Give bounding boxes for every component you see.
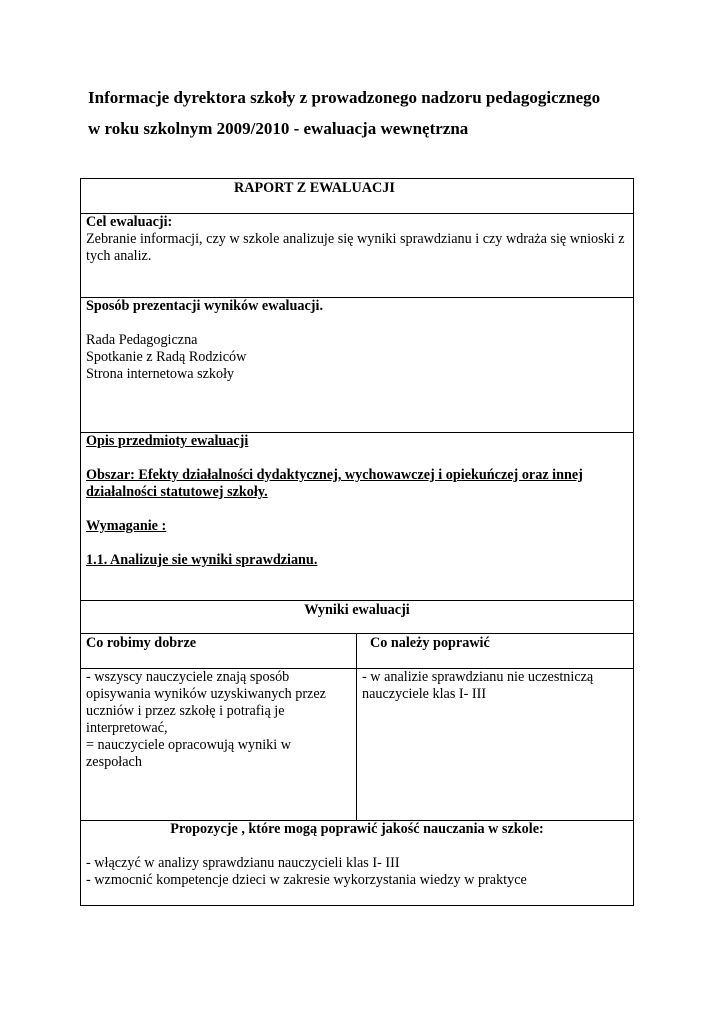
good-line: zespołach <box>86 754 142 770</box>
good-line: = nauczyciele opracowują wyniki w <box>86 737 291 753</box>
proposals-cell <box>81 821 634 906</box>
requirement-text: 1.1. Analizuje sie wyniki sprawdzianu. <box>86 552 318 568</box>
evaluation-area: Obszar: Efekty działalności dydaktycznej, wychowawczej i opiekuńczej oraz innej działalności statutowej szkoły. <box>86 467 583 500</box>
good-header-cell <box>81 634 357 669</box>
proposal-item: - wzmocnić kompetencje dzieci w zakresie wykorzystania wiedzy w praktyce <box>86 872 527 888</box>
good-cell <box>81 669 357 821</box>
good-line: opisywania wyników uzyskiwanych przez <box>86 686 326 702</box>
improve-header: Co należy poprawić <box>370 635 490 651</box>
evaluation-report-table <box>80 178 634 906</box>
report-title: RAPORT Z EWALUACJI <box>234 180 395 196</box>
presentation-item: Spotkanie z Radą Rodziców <box>86 349 247 365</box>
goal-cell <box>81 214 634 298</box>
good-header: Co robimy dobrze <box>86 635 197 651</box>
report-title-cell <box>81 179 634 214</box>
document-title-line-1: Informacje dyrektora szkoły z prowadzonego nadzoru pedagogicznego <box>88 88 601 107</box>
good-line: uczniów i przez szkołę i potrafią je <box>86 703 285 719</box>
subject-cell <box>81 433 634 601</box>
presentation-item: Strona internetowa szkoły <box>86 366 235 382</box>
subject-label: Opis przedmioty ewaluacji <box>86 433 249 449</box>
good-line: interpretować, <box>86 720 168 736</box>
improve-line: nauczyciele klas I- III <box>362 686 487 702</box>
proposals-title: Propozycje , które mogą poprawić jakość nauczania w szkole: <box>170 821 544 837</box>
presentation-cell <box>81 298 634 433</box>
improve-header-cell <box>357 634 634 669</box>
results-title-cell <box>81 601 634 634</box>
requirement-label: Wymaganie : <box>86 518 167 534</box>
document-title-line-2: w roku szkolnym 2009/2010 - ewaluacja wewnętrzna <box>88 119 469 138</box>
presentation-item: Rada Pedagogiczna <box>86 332 198 348</box>
improve-line: - w analizie sprawdzianu nie uczestniczą <box>362 669 594 685</box>
goal-text: Zebranie informacji, czy w szkole analizuje się wyniki sprawdzianu i czy wdraża się wnioski z tych analiz. <box>86 231 625 264</box>
improve-cell <box>357 669 634 821</box>
results-title: Wyniki ewaluacji <box>304 602 410 618</box>
proposal-item: - włączyć w analizy sprawdzianu nauczycieli klas I- III <box>86 855 400 871</box>
good-line: - wszyscy nauczyciele znają sposób <box>86 669 290 685</box>
presentation-label: Sposób prezentacji wyników ewaluacji. <box>86 298 323 314</box>
goal-label: Cel ewaluacji: <box>86 214 173 230</box>
